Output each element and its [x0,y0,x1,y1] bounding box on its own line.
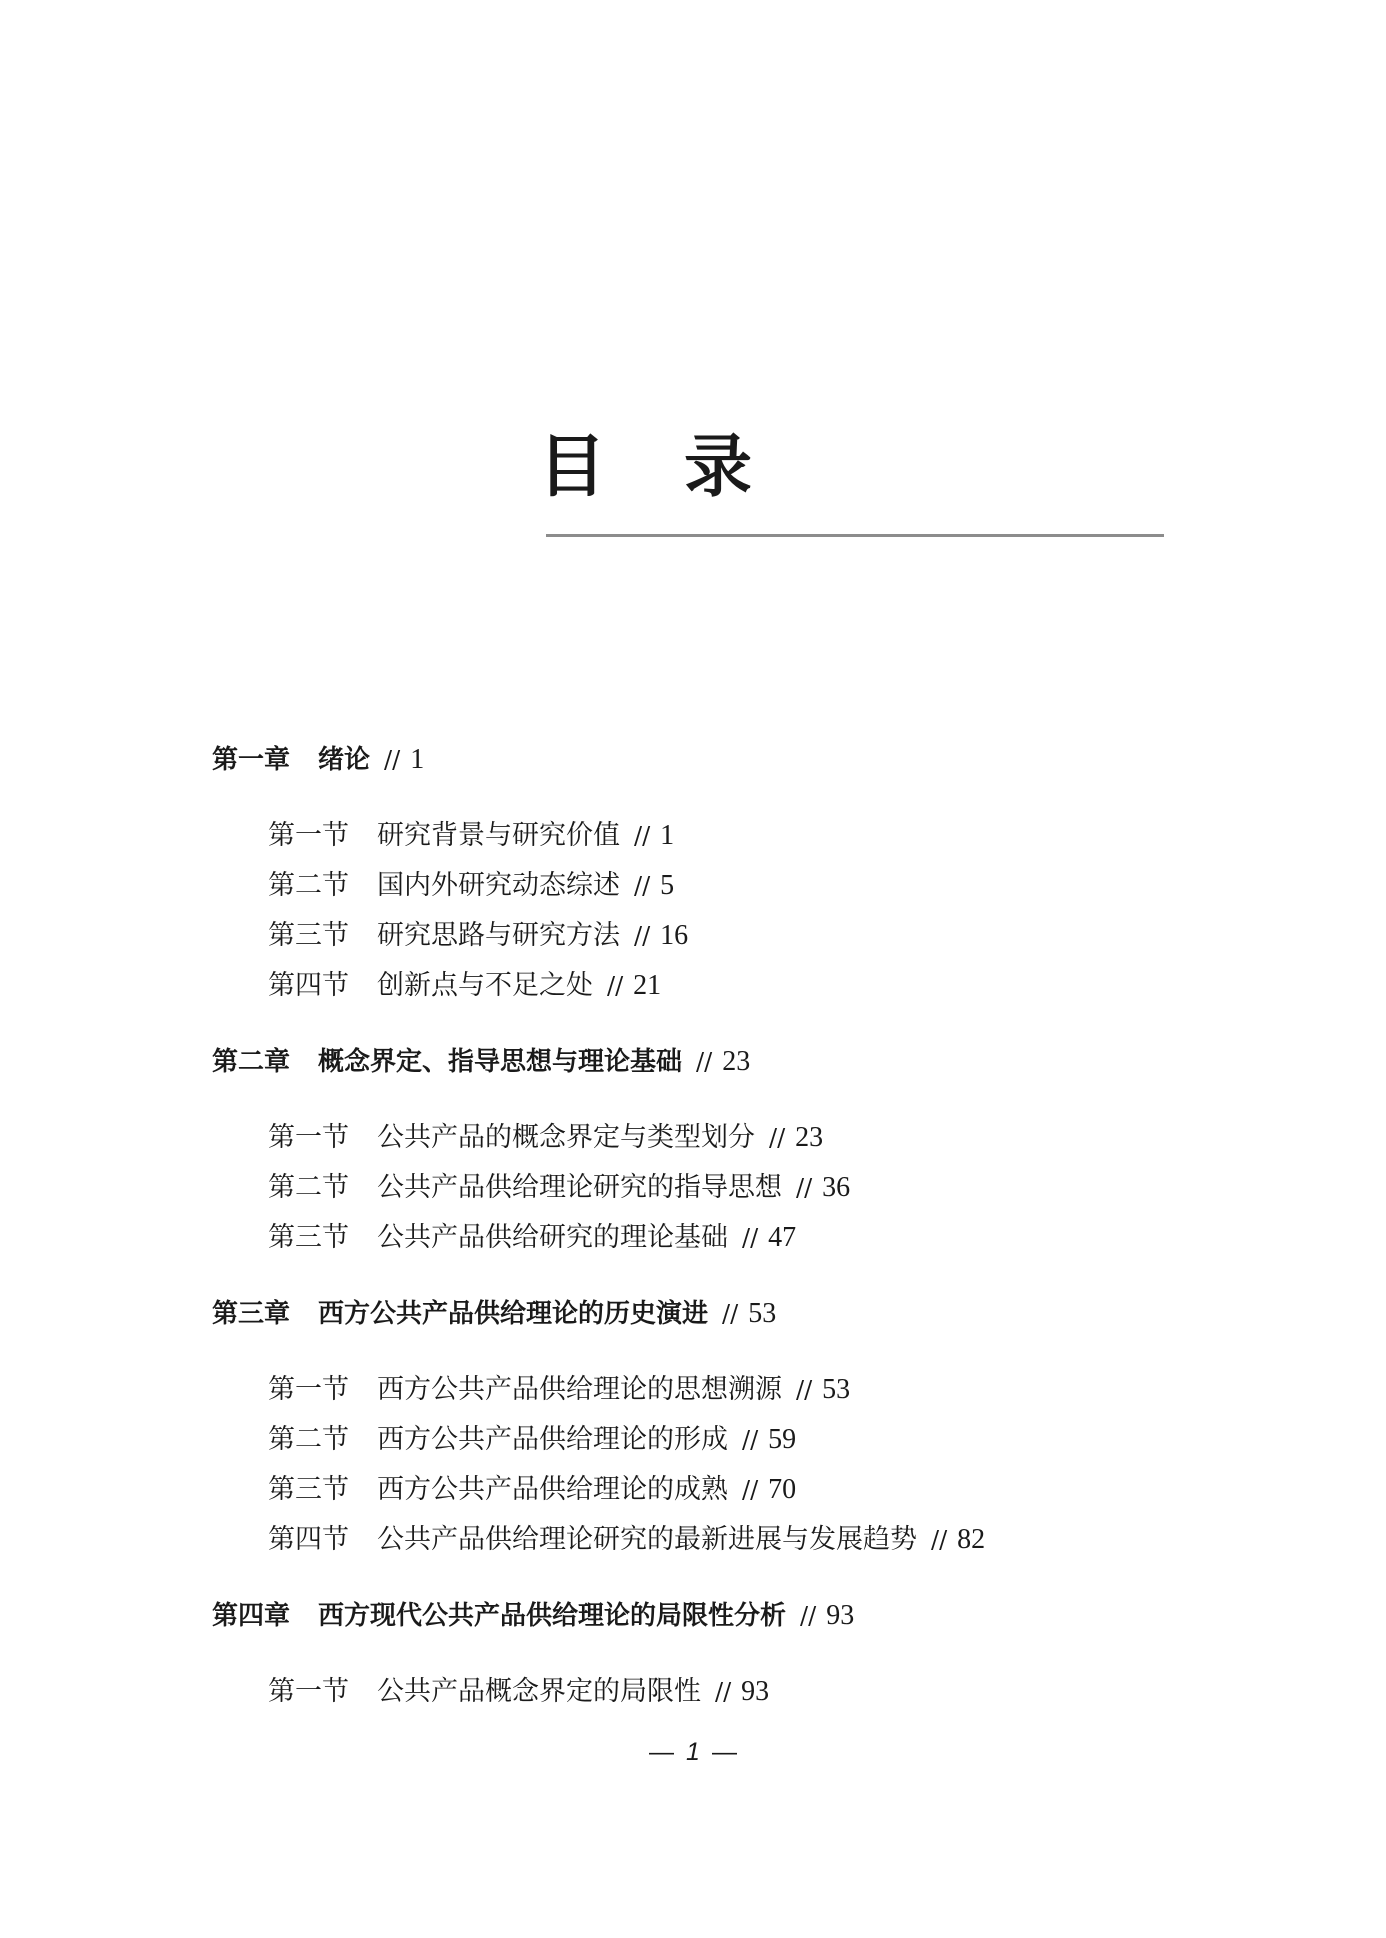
page-ref: 5 [660,870,675,901]
section-label: 第三节 [268,1222,349,1253]
section-label: 第二节 [268,1424,349,1455]
page-ref: 93 [826,1600,855,1631]
section-title: 公共产品概念界定的局限性 [377,1676,701,1707]
page-ref: 53 [748,1298,777,1329]
chapter-label: 第三章 [212,1299,291,1329]
toc-chapter-entry[interactable] [212,1598,854,1634]
section-title: 西方公共产品供给理论的形成 [377,1424,728,1455]
toc-chapter-entry[interactable] [212,1044,750,1080]
page-ref: 1 [410,744,425,775]
section-title: 研究思路与研究方法 [377,920,620,951]
section-label: 第三节 [268,920,349,951]
page-separator: // [800,1602,817,1630]
page-title [538,428,831,508]
toc-section-entry[interactable] [268,1422,796,1458]
chapter-label: 第一章 [212,745,291,775]
toc-section-entry[interactable] [268,1120,823,1156]
chapter-label: 第二章 [212,1047,291,1077]
page-separator: // [607,972,624,1000]
section-title: 西方公共产品供给理论的成熟 [377,1474,728,1505]
page-separator: // [931,1526,948,1554]
toc-section-entry[interactable] [268,918,688,954]
toc-chapter-entry[interactable] [212,1296,776,1332]
page-separator: // [634,872,651,900]
toc-section-entry[interactable] [268,968,661,1004]
section-label: 第一节 [268,820,349,851]
page-separator: // [384,746,401,774]
section-title: 创新点与不足之处 [377,970,593,1001]
page-ref: 53 [822,1374,851,1405]
page-footer [0,1734,1386,1770]
page-ref: 82 [957,1524,986,1555]
toc-section-entry[interactable] [268,868,674,904]
dash-left: — [649,1738,675,1766]
page-ref: 23 [722,1046,751,1077]
toc-section-entry[interactable] [268,1170,850,1206]
toc-section-entry[interactable] [268,1472,796,1508]
section-label: 第一节 [268,1122,349,1153]
chapter-title: 绪论 [318,745,371,775]
section-label: 第一节 [268,1374,349,1405]
page-separator: // [696,1048,713,1076]
section-title: 西方公共产品供给理论的思想溯源 [377,1374,782,1405]
section-label: 第二节 [268,1172,349,1203]
page-separator: // [742,1476,759,1504]
page-ref: 16 [660,920,689,951]
section-title: 公共产品的概念界定与类型划分 [377,1122,755,1153]
chapter-title: 西方公共产品供给理论的历史演进 [318,1299,709,1329]
page-separator: // [769,1124,786,1152]
page-ref: 36 [822,1172,851,1203]
section-label: 第三节 [268,1474,349,1505]
page-separator: // [634,822,651,850]
page-ref: 21 [633,970,662,1001]
section-title: 公共产品供给研究的理论基础 [377,1222,728,1253]
section-label: 第四节 [268,970,349,1001]
toc-section-entry[interactable] [268,1674,769,1710]
page-title-char-2: 录 [684,428,831,507]
toc-section-entry[interactable] [268,1220,796,1256]
page-ref: 93 [741,1676,770,1707]
chapter-title: 概念界定、指导思想与理论基础 [318,1047,683,1077]
chapter-label: 第四章 [212,1601,291,1631]
section-label: 第四节 [268,1524,349,1555]
page-ref: 47 [768,1222,797,1253]
toc-section-entry[interactable] [268,1372,850,1408]
page-ref: 1 [660,820,675,851]
section-title: 国内外研究动态综述 [377,870,620,901]
section-title: 研究背景与研究价值 [377,820,620,851]
page-separator: // [715,1678,732,1706]
page-separator: // [796,1174,813,1202]
section-label: 第二节 [268,870,349,901]
page-ref: 70 [768,1474,797,1505]
section-label: 第一节 [268,1676,349,1707]
toc-chapter-entry[interactable] [212,742,424,778]
page-separator: // [634,922,651,950]
toc-section-entry[interactable] [268,818,674,854]
page-number: 1 [686,1738,700,1766]
section-title: 公共产品供给理论研究的指导思想 [377,1172,782,1203]
page-ref: 59 [768,1424,797,1455]
page-separator: // [722,1300,739,1328]
page-separator: // [742,1224,759,1252]
chapter-title: 西方现代公共产品供给理论的局限性分析 [318,1601,787,1631]
page-ref: 23 [795,1122,824,1153]
section-title: 公共产品供给理论研究的最新进展与发展趋势 [377,1524,917,1555]
page-title-char-1: 目 [538,428,685,507]
page-separator: // [742,1426,759,1454]
title-underline [546,534,1164,537]
dash-right: — [711,1738,737,1766]
toc-section-entry[interactable] [268,1522,985,1558]
page-separator: // [796,1376,813,1404]
